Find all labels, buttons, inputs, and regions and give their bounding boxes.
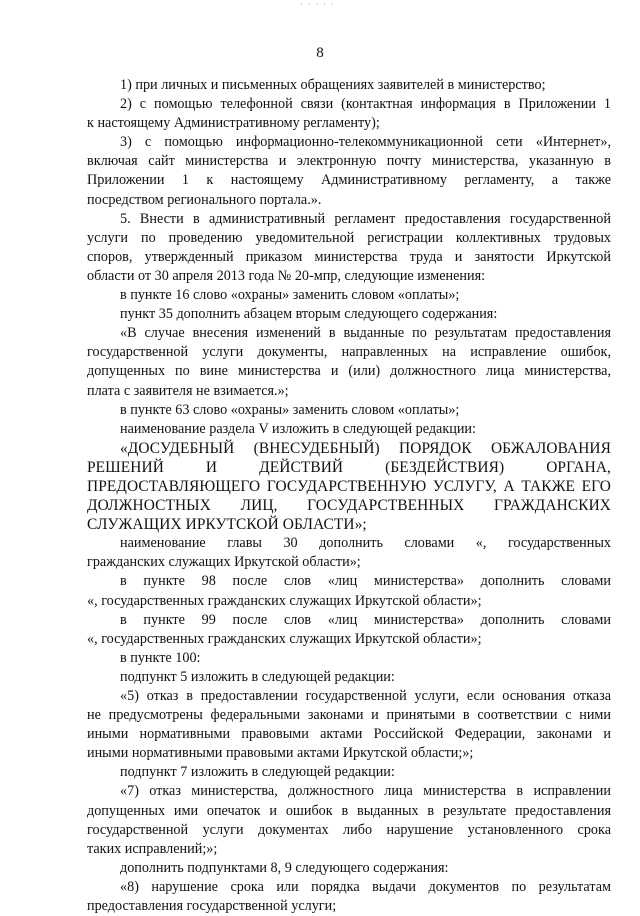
text-line: 5. Внести в административный регламент предоставления государственной	[120, 210, 611, 227]
text-line: наименование главы 30 дополнить словами «, государственных	[120, 535, 611, 552]
scan-artifact: · · · · ·	[300, 0, 335, 10]
text-line: посредством регионального портала.».	[87, 191, 322, 208]
text-line: допущенных ими опечаток и ошибок в выданных в результате предоставления	[87, 802, 611, 819]
text-line: споров, утвержденный приказом министерства труда и занятости Иркутской	[87, 248, 611, 265]
text-line: государственной услуги документы, направленных на исправление ошибок,	[87, 344, 611, 361]
section-title-line: ДОЛЖНОСТНЫХ ЛИЦ, ГОСУДАРСТВЕННЫХ ГРАЖДАНСКИХ	[87, 497, 611, 515]
text-line: наименование раздела V изложить в следующей редакции:	[120, 420, 476, 437]
text-line: 2) с помощью телефонной связи (контактная информация в Приложении 1	[120, 96, 611, 113]
text-line: к настоящему Административному регламенту);	[87, 115, 380, 132]
text-line: в пункте 99 после слов «лиц министерства» дополнить словами	[120, 611, 611, 628]
text-line: услуги по проведению уведомительной регистрации коллективных трудовых	[87, 229, 611, 246]
text-line: плата с заявителя не взимается.»;	[87, 382, 289, 399]
text-line: иными нормативными правовыми актами Иркутской области;»;	[87, 745, 474, 762]
text-line: включая сайт министерства и электронную почту министерства, указанную в	[87, 153, 611, 170]
text-line: в пункте 100:	[120, 649, 201, 666]
text-line: иными нормативными правовыми актами Российской Федерации, законами и	[87, 726, 611, 743]
text-line: в пункте 98 после слов «лиц министерства» дополнить словами	[120, 573, 611, 590]
text-line: Приложении 1 к настоящему Административному регламенту, а также	[87, 172, 611, 189]
text-line: «В случае внесения изменений в выданные по результатам предоставления	[120, 325, 611, 342]
text-line: в пункте 63 слово «охраны» заменить словом «оплаты»;	[120, 401, 460, 418]
text-line: пункт 35 дополнить абзацем вторым следующего содержания:	[120, 306, 498, 323]
text-line: дополнить подпунктами 8, 9 следующего содержания:	[120, 859, 449, 876]
text-line: «7) отказ министерства, должностного лица министерства в исправлении	[120, 783, 611, 800]
text-line: «, государственных гражданских служащих Иркутской области»;	[87, 630, 482, 647]
document-body	[87, 76, 611, 916]
text-line: допущенных по вине министерства и (или) должностного лица министерства,	[87, 363, 611, 380]
text-line: государственной услуги документах либо нарушение установленного срока	[87, 821, 611, 838]
text-line: 3) с помощью информационно-телекоммуникационной сети «Интернет»,	[120, 134, 611, 151]
text-line: «8) нарушение срока или порядка выдачи документов по результатам	[120, 878, 611, 895]
text-line: подпункт 7 изложить в следующей редакции:	[120, 764, 395, 781]
text-line: гражданских служащих Иркутской области»;	[87, 554, 361, 571]
text-line: предоставления государственной услуги;	[87, 898, 337, 915]
text-line: «5) отказ в предоставлении государственной услуги, если основания отказа	[120, 688, 611, 704]
text-line: в пункте 16 слово «охраны» заменить словом «оплаты»;	[120, 287, 460, 304]
text-line: подпункт 5 изложить в следующей редакции:	[120, 668, 395, 685]
text-line: таких исправлений;»;	[87, 840, 218, 857]
text-line: области от 30 апреля 2013 года № 20-мпр, следующие изменения:	[87, 267, 486, 284]
section-title-line: СЛУЖАЩИХ ИРКУТСКОЙ ОБЛАСТИ»;	[87, 516, 367, 534]
section-title-line: ПРЕДОСТАВЛЯЮЩЕГО ГОСУДАРСТВЕННУЮ УСЛУГУ, А ТАКЖЕ ЕГО	[87, 477, 611, 495]
page-number: 8	[316, 45, 324, 61]
section-title-line: РЕШЕНИЙ И ДЕЙСТВИЙ (БЕЗДЕЙСТВИЯ) ОРГАНА,	[87, 458, 611, 476]
text-line: не предусмотрены федеральными законами и принятыми в соответствии с ними	[87, 707, 611, 724]
text-line: 1) при личных и письменных обращениях заявителей в министерство;	[120, 77, 546, 93]
section-title-line: «ДОСУДЕБНЫЙ (ВНЕСУДЕБНЫЙ) ПОРЯДОК ОБЖАЛОВАНИЯ	[120, 439, 611, 457]
text-line: «, государственных гражданских служащих Иркутской области»;	[87, 592, 482, 609]
